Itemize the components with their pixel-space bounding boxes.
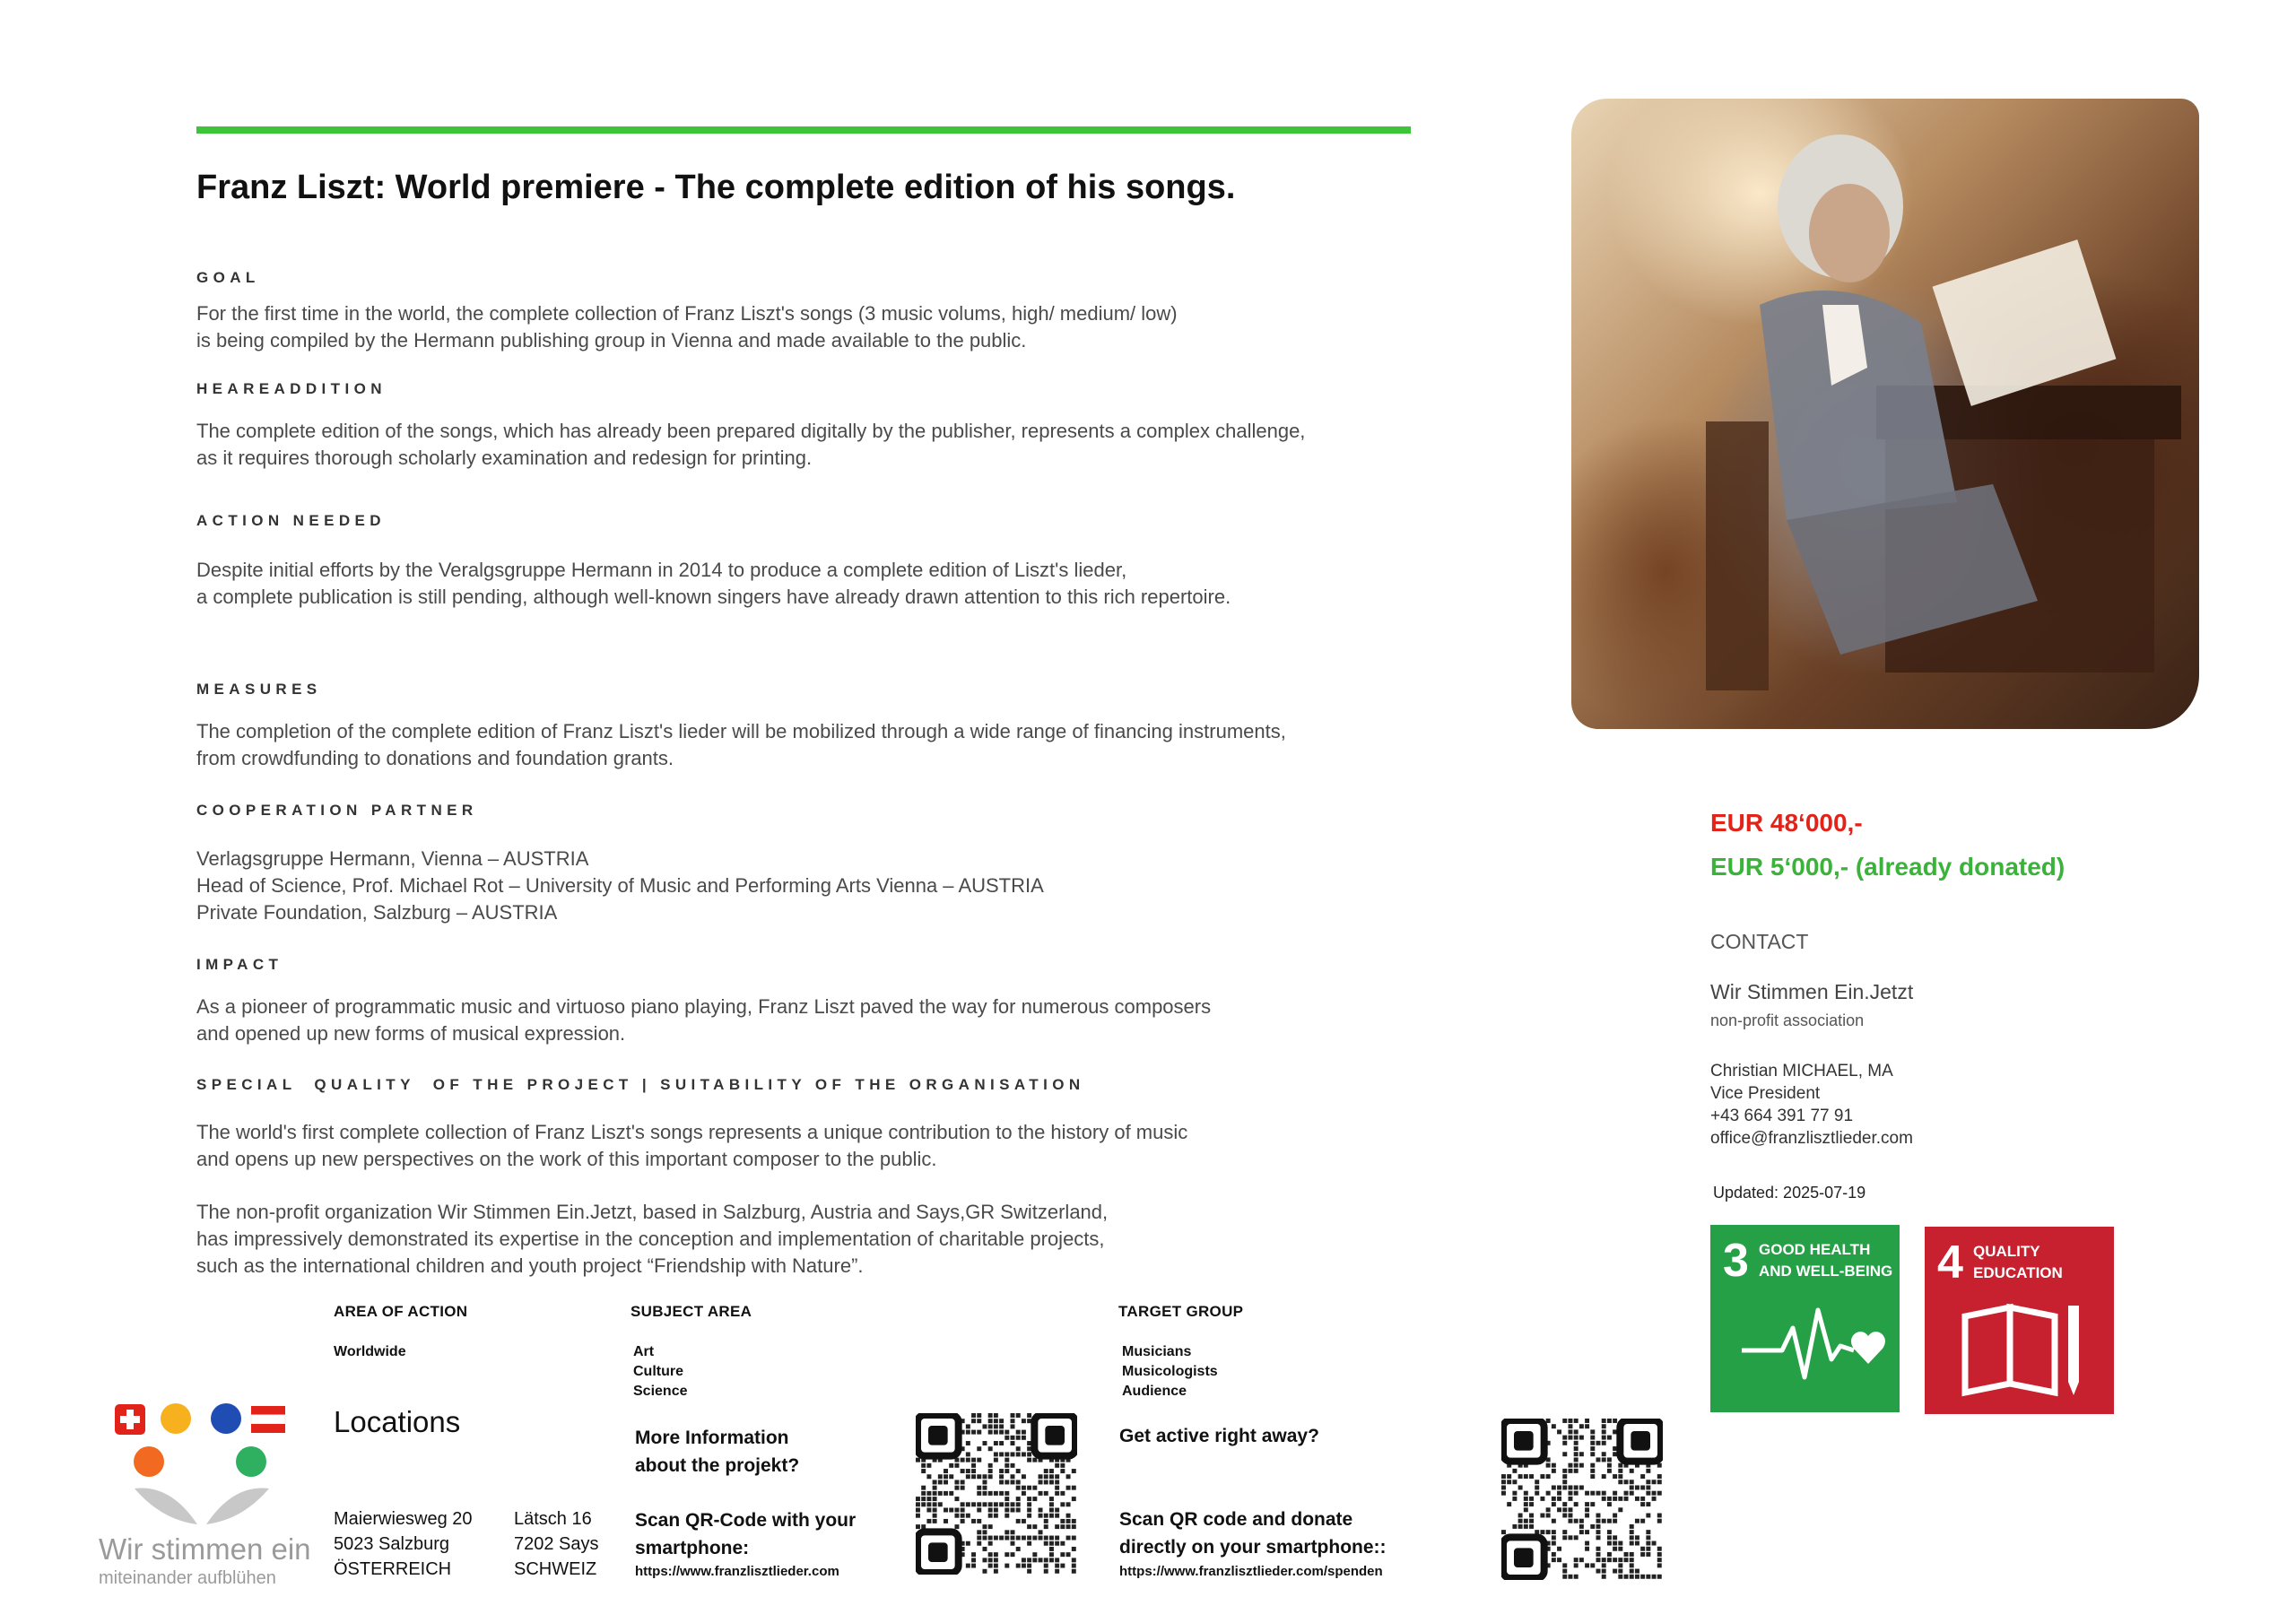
text-line: as it requires thorough scholarly examination and redesign for printing. [196, 447, 813, 469]
section-body-measures [196, 718, 1286, 772]
text-line: As a pioneer of programmatic music and virtuoso piano playing, Franz Liszt paved the way for numerous composers [196, 995, 1212, 1018]
address-switzerland [514, 1506, 599, 1582]
address-line: SCHWEIZ [514, 1559, 597, 1579]
contact-email[interactable]: office@franzlisztlieder.com [1710, 1129, 1913, 1148]
text-line: The completion of the complete edition of Franz Liszt's lieder will be mobilized through a wide range of financing instruments, [196, 720, 1286, 742]
liszt-at-piano-painting [1571, 99, 2199, 729]
funding-goal: EUR 48‘000,- [1710, 809, 1863, 837]
section-heading-cooperation: COOPERATION PARTNER [196, 802, 478, 819]
section-body-impact [196, 994, 1211, 1047]
info-qr-prompt [635, 1424, 799, 1480]
subject-area-values [633, 1342, 687, 1402]
logo-name: Wir stimmen ein [99, 1532, 311, 1566]
area-of-action-heading: AREA OF ACTION [334, 1303, 468, 1320]
info-qr-code-icon[interactable] [916, 1413, 1077, 1575]
area-of-action-values [334, 1342, 406, 1362]
contact-role: Vice President [1710, 1084, 1821, 1103]
text-line: from crowdfunding to donations and foundation grants. [196, 747, 674, 769]
text-line: The complete edition of the songs, which has already been prepared digitally by the publisher, represents a complex challenge, [196, 420, 1306, 442]
section-body-heareaddition [196, 418, 1305, 472]
qr-pattern-icon [1501, 1419, 1663, 1580]
sdg-label-line: GOOD HEALTH [1759, 1241, 1871, 1258]
area-of-action-value: Worldwide [334, 1344, 406, 1359]
wir-stimmen-ein-logo [108, 1399, 296, 1533]
contact-phone[interactable]: +43 664 391 77 91 [1710, 1107, 1854, 1125]
target-group-heading: TARGET GROUP [1118, 1303, 1244, 1320]
text-line: and opened up new forms of musical expression. [196, 1022, 626, 1045]
contact-details [1710, 1060, 1913, 1150]
qr-text-line: Scan QR code and donate [1119, 1509, 1353, 1530]
qr-text-line: about the projekt? [635, 1455, 800, 1476]
qr-pattern-icon [916, 1413, 1077, 1575]
donate-qr-code-icon[interactable] [1501, 1419, 1663, 1580]
section-heading-heareaddition: HEAREADDITION [196, 380, 387, 397]
sdg-label-line: AND WELL-BEING [1759, 1263, 1893, 1280]
text-line: The world's first complete collection of Franz Liszt's songs represents a unique contribution to the history of music [196, 1121, 1188, 1143]
contact-heading: CONTACT [1710, 930, 1809, 953]
updated-date: Updated: 2025-07-19 [1713, 1184, 1866, 1202]
donate-qr-prompt [1119, 1422, 1319, 1450]
section-heading-impact: IMPACT [196, 956, 283, 973]
sdg-number: 3 [1723, 1235, 1749, 1287]
contact-org-type: non-profit association [1710, 1011, 1865, 1029]
text-line: Despite initial efforts by the Veralgsgruppe Hermann in 2014 to produce a complete edition of Liszt's lieder, [196, 559, 1127, 581]
text-line: has impressively demonstrated its expertise in the conception and implementation of charitable projects, [196, 1228, 1105, 1250]
section-heading-measures: MEASURES [196, 681, 322, 698]
address-line: Maierwiesweg 20 [334, 1509, 473, 1529]
locations-title: Locations [334, 1405, 461, 1438]
text-line: Verlagsgruppe Hermann, Vienna – AUSTRIA [196, 847, 589, 870]
address-austria [334, 1506, 473, 1582]
target-group-values [1122, 1342, 1218, 1402]
info-url-link[interactable]: https://www.franzlisztlieder.com [635, 1564, 839, 1579]
sdg-label-line: EDUCATION [1973, 1264, 2063, 1281]
logo-mark-icon [108, 1399, 296, 1533]
sdg-label-line: QUALITY [1973, 1243, 2040, 1260]
qr-text-line: Get active right away? [1119, 1426, 1319, 1446]
text-line: Private Foundation, Salzburg – AUSTRIA [196, 901, 558, 924]
painting-figure-icon [1571, 99, 2199, 729]
qr-text-line: directly on your smartphone:: [1119, 1537, 1387, 1558]
title-accent-rule [196, 126, 1411, 134]
subject-area-value: Art [633, 1344, 655, 1359]
subject-area-value: Culture [633, 1364, 683, 1379]
subject-area-value: Science [633, 1384, 688, 1399]
sdg-number: 4 [1937, 1237, 1963, 1289]
donate-url-link[interactable]: https://www.franzlisztlieder.com/spenden [1119, 1564, 1383, 1579]
section-body-cooperation [196, 846, 1044, 926]
subject-area-heading: SUBJECT AREA [631, 1303, 752, 1320]
book-pencil-icon [1925, 1227, 2114, 1414]
section-heading-special-quality: SPECIAL QUALITY OF THE PROJECT | SUITABILITY OF THE ORGANISATION [196, 1076, 1085, 1093]
page-title: Franz Liszt: World premiere - The complete edition of his songs. [196, 169, 1236, 206]
heartbeat-icon [1710, 1225, 1900, 1412]
text-line: and opens up new perspectives on the work of this important composer to the public. [196, 1148, 937, 1170]
section-heading-goal: GOAL [196, 269, 260, 286]
contact-organization: Wir Stimmen Ein.Jetzt [1710, 980, 1914, 1003]
donate-qr-instruction [1119, 1506, 1387, 1561]
contact-person: Christian MICHAEL, MA [1710, 1062, 1893, 1081]
address-line: Lätsch 16 [514, 1509, 592, 1529]
qr-text-line: More Information [635, 1428, 789, 1448]
target-group-value: Musicians [1122, 1344, 1192, 1359]
address-line: 7202 Says [514, 1534, 599, 1554]
sdg-4-tile [1925, 1227, 2114, 1414]
section-body-special-quality-1 [196, 1119, 1187, 1173]
text-line: Head of Science, Prof. Michael Rot – University of Music and Performing Arts Vienna – AUSTRIA [196, 874, 1044, 897]
section-heading-action-needed: ACTION NEEDED [196, 512, 386, 529]
text-line: The non-profit organization Wir Stimmen Ein.Jetzt, based in Salzburg, Austria and Says,GR Switzerland, [196, 1201, 1109, 1223]
section-body-special-quality-2 [196, 1199, 1108, 1280]
address-line: ÖSTERREICH [334, 1559, 452, 1579]
logo-tagline: miteinander aufblühen [99, 1568, 276, 1588]
qr-text-line: smartphone: [635, 1538, 750, 1558]
qr-text-line: Scan QR-Code with your [635, 1510, 857, 1531]
target-group-value: Audience [1122, 1384, 1187, 1399]
text-line: a complete publication is still pending, although well-known singers have already drawn attention to this rich repertoire. [196, 586, 1231, 608]
text-line: For the first time in the world, the complete collection of Franz Liszt's songs (3 music volums, high/ medium/ low) [196, 302, 1178, 325]
section-body-action-needed [196, 557, 1231, 611]
funding-donated: EUR 5‘000,- (already donated) [1710, 853, 2066, 881]
text-line: is being compiled by the Hermann publishing group in Vienna and made available to the public. [196, 329, 1027, 352]
address-line: 5023 Salzburg [334, 1534, 449, 1554]
text-line: such as the international children and youth project “Friendship with Nature”. [196, 1254, 864, 1277]
info-qr-instruction [635, 1506, 856, 1562]
sdg-3-tile [1710, 1225, 1900, 1412]
section-body-goal [196, 300, 1178, 354]
target-group-value: Musicologists [1122, 1364, 1218, 1379]
